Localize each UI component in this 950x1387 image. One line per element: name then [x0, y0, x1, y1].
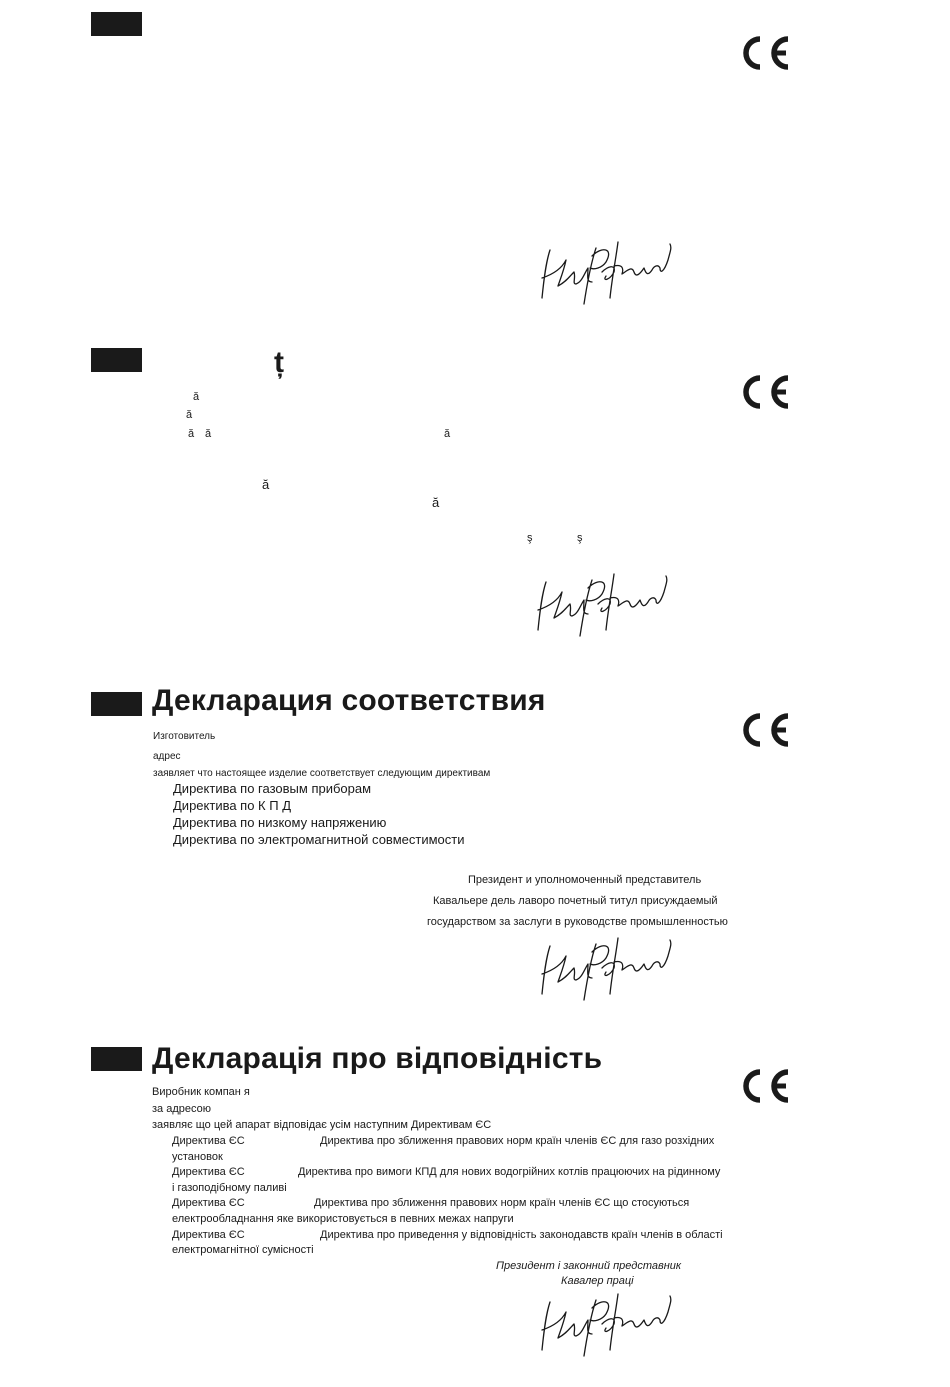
directive-text: Директива про приведення у відповідність законодавств країн членів в області — [320, 1229, 723, 1241]
signatory-line: Кавалер праці — [561, 1275, 634, 1287]
directive-code: Директива ЄС — [172, 1229, 245, 1241]
ce-mark-icon — [740, 1066, 792, 1106]
directive-text: Директива про вимоги КПД для нових водогрійних котлів працюючих на рідинному — [298, 1166, 721, 1178]
manufacturer-label: Изготовитель — [153, 731, 216, 742]
address-label: адрес — [153, 751, 181, 762]
text-fragment: ă — [205, 428, 212, 440]
language-tab-marker — [91, 692, 142, 716]
signature-icon — [532, 570, 672, 640]
text-fragment: ă — [188, 428, 195, 440]
language-tab-marker — [91, 348, 142, 372]
directive-text-cont: установок — [172, 1151, 223, 1163]
directive-text-cont: електромагнітної сумісності — [172, 1244, 314, 1256]
directive-item: Директива по низкому напряжению — [173, 815, 387, 830]
directive-code: Директива ЄС — [172, 1197, 245, 1209]
ce-mark-icon — [740, 33, 792, 73]
signature-icon — [536, 1290, 676, 1360]
text-fragment: ă — [444, 428, 451, 440]
signature-icon — [536, 934, 676, 1004]
ce-mark-icon — [740, 372, 792, 412]
text-fragment: ş — [577, 532, 583, 544]
directive-text-cont: електрообладнання яке використовується в певних межах напруги — [172, 1213, 514, 1225]
declaration-text: заявляет что настоящее изделие соответствует следующим директивам — [153, 768, 491, 779]
section-title: Декларація про відповідність — [152, 1042, 603, 1075]
language-tab-marker — [91, 12, 142, 36]
signatory-line: Президент и уполномоченный представитель — [468, 874, 702, 886]
signature-icon — [536, 238, 676, 308]
signatory-line: Президент і законний представник — [496, 1260, 682, 1272]
text-fragment: ă — [262, 477, 270, 492]
signatory-line: Кавальере дель лаворо почетный титул присуждаемый — [433, 895, 718, 907]
manufacturer-label: Виробник компан я — [152, 1086, 250, 1098]
directive-code: Директива ЄС — [172, 1135, 245, 1147]
section-title: ț — [274, 346, 285, 379]
section-title: Декларация соответствия — [152, 684, 546, 717]
ce-mark-icon — [740, 710, 792, 750]
directive-text-cont: і газоподібному паливі — [172, 1182, 287, 1194]
text-fragment: ş — [527, 532, 533, 544]
text-fragment: ă — [186, 409, 193, 421]
directive-item: Директива по газовым приборам — [173, 781, 372, 796]
signatory-line: государством за заслуги в руководстве промышленностью — [427, 916, 728, 928]
text-fragment: ă — [193, 391, 200, 403]
declaration-text: заявляє що цей апарат відповідає усім наступним Директивам ЄС — [152, 1119, 492, 1131]
language-tab-marker — [91, 1047, 142, 1071]
text-fragment: ă — [432, 495, 440, 510]
directive-code: Директива ЄС — [172, 1166, 245, 1178]
address-label: за адресою — [152, 1103, 211, 1115]
directive-text: Директива про зближення правових норм країн членів ЄС для газо розхідних — [320, 1135, 715, 1147]
directive-text: Директива про зближення правових норм країн членів ЄС що стосуються — [314, 1197, 690, 1209]
directive-item: Директива по электромагнитной совместимости — [173, 832, 465, 847]
directive-item: Директива по К П Д — [173, 798, 292, 813]
